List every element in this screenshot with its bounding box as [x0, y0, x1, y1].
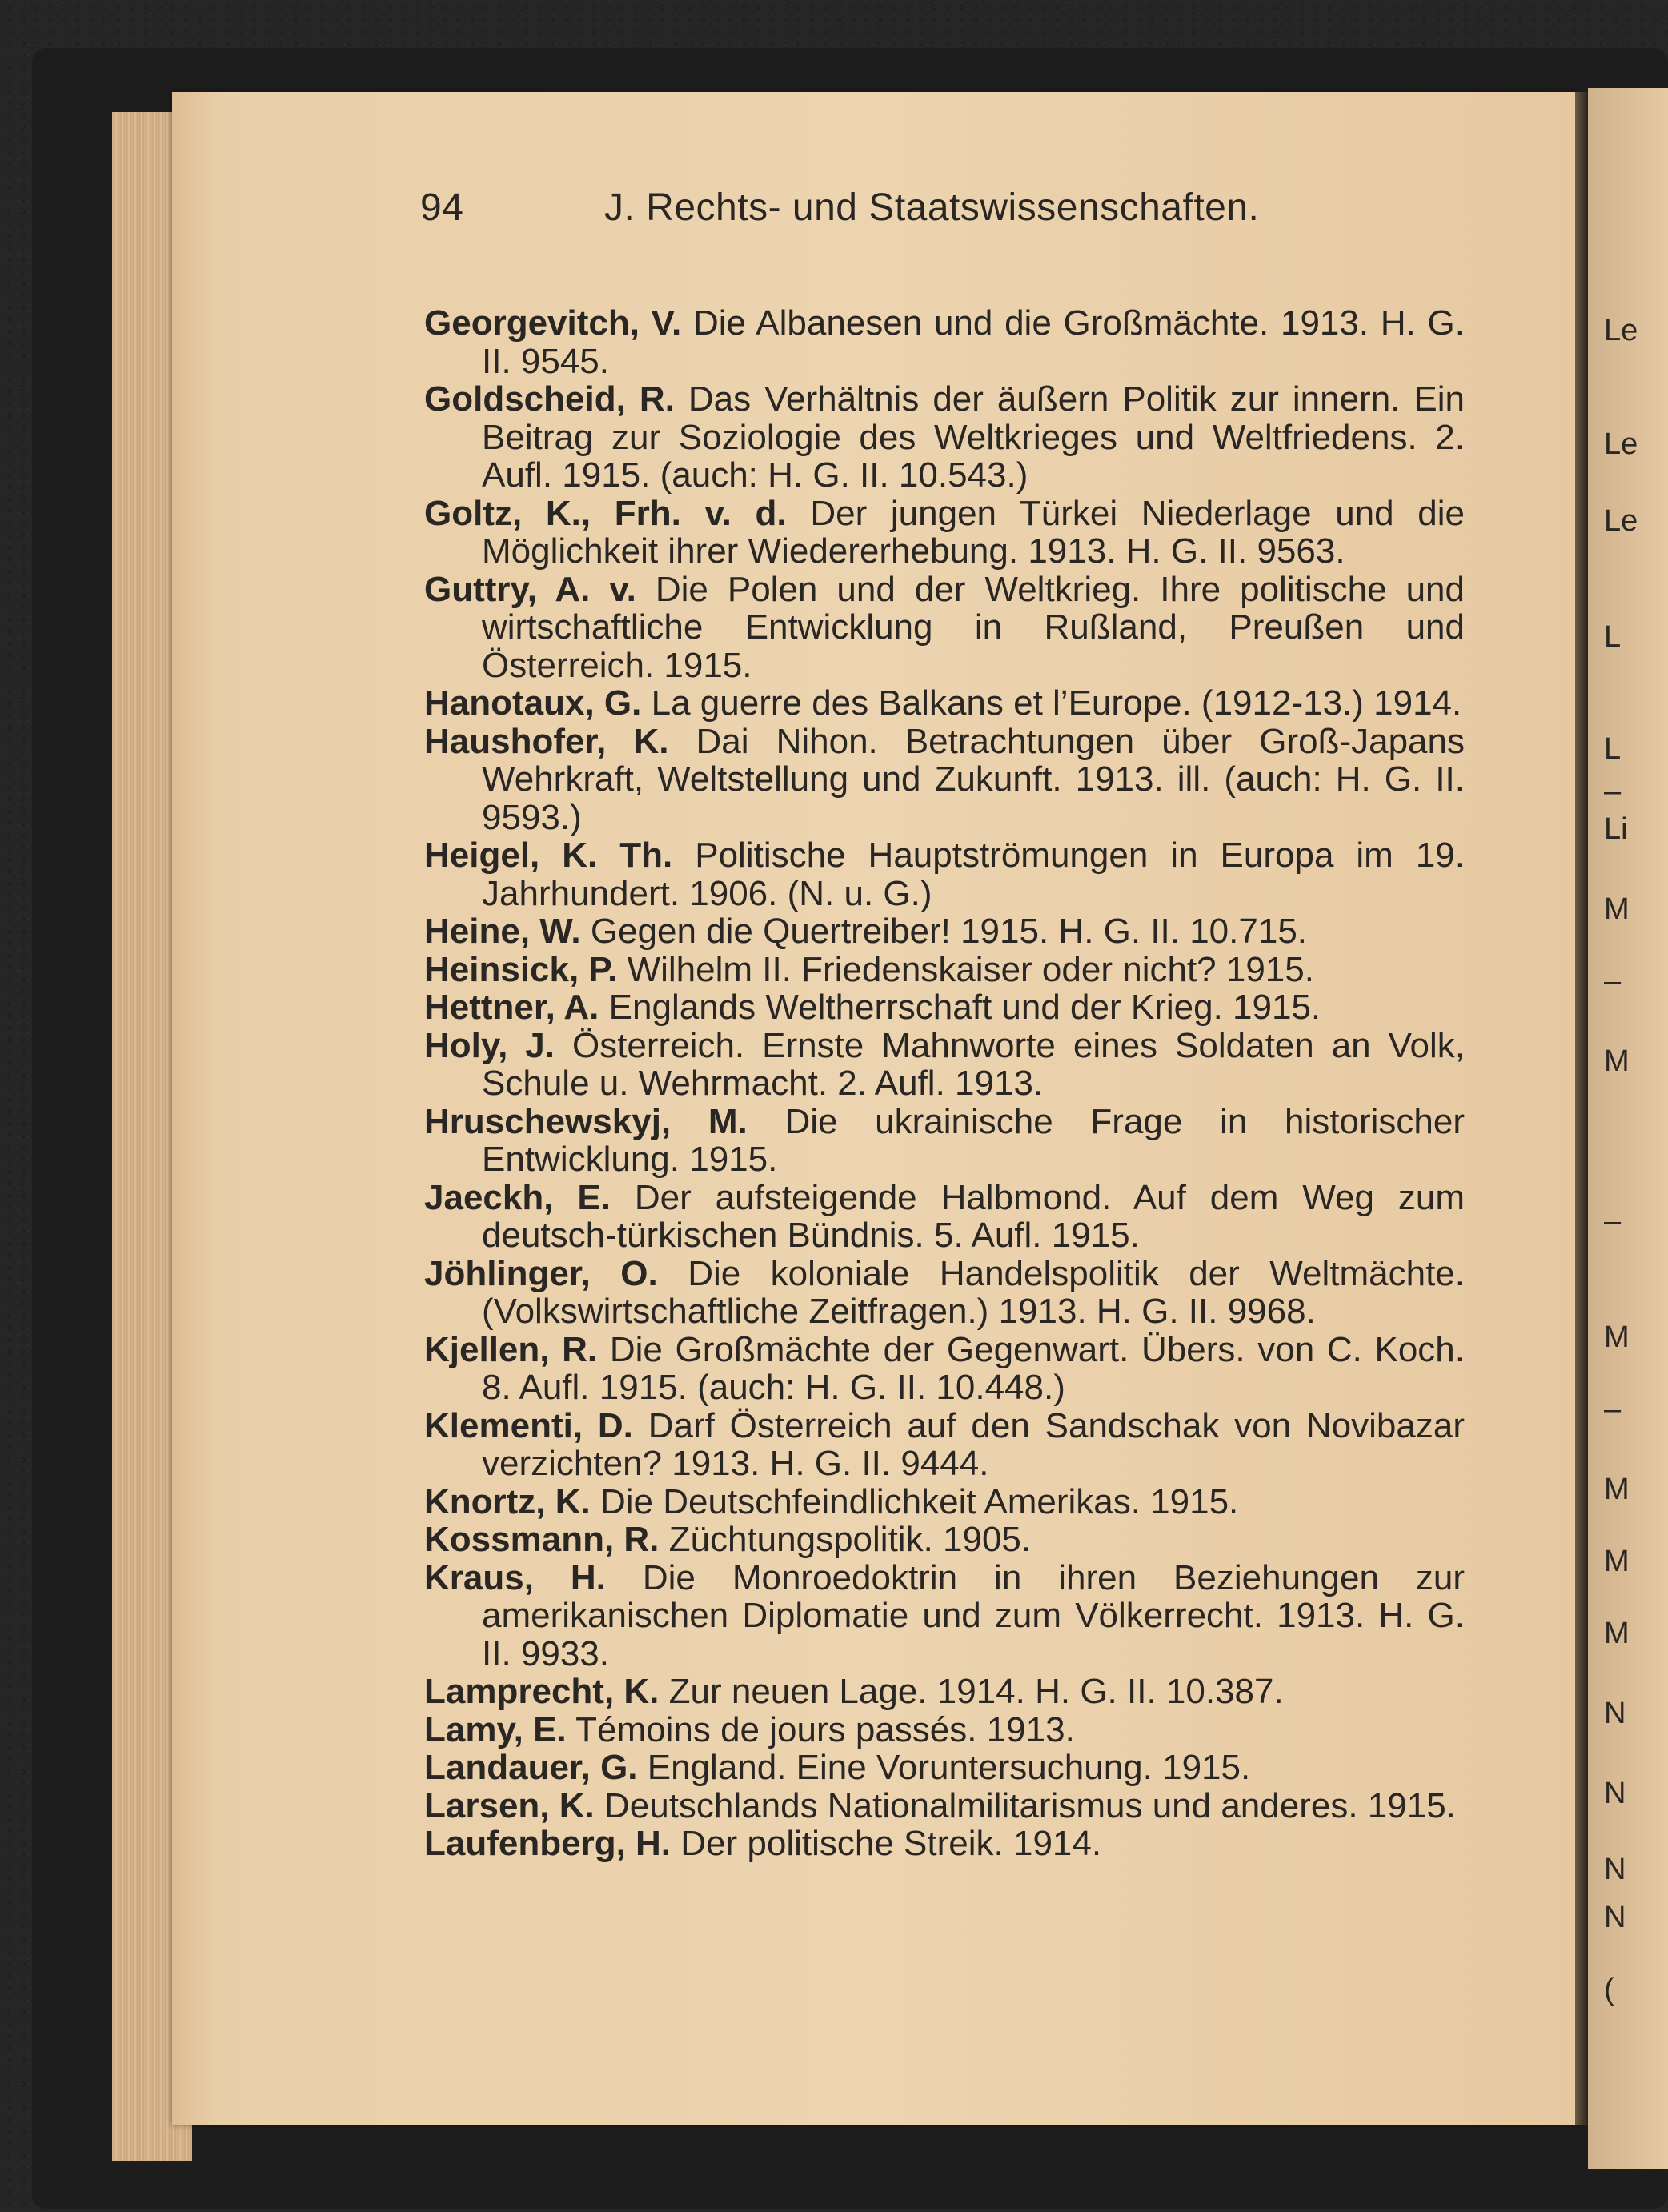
entry-text: Der politische Streik. 1914. [680, 1824, 1102, 1863]
bibliography-entry [424, 723, 1465, 837]
entry-text: Zur neuen Lage. 1914. H. G. II. 10.387. [668, 1672, 1284, 1711]
entry-text: England. Eine Voruntersuchung. 1915. [647, 1748, 1251, 1787]
entry-author: Knortz, K. [424, 1481, 591, 1521]
facing-page-fragment: M [1604, 1617, 1630, 1650]
entry-author: Lamy, E. [424, 1709, 567, 1749]
facing-page-fragment: N [1604, 1777, 1626, 1810]
entry-text: Die ukrainische Frage in historischer Entwicklung. 1915. [482, 1101, 1465, 1179]
entry-author: Hanotaux, G. [424, 683, 642, 723]
entry-author: Hruschewskyj, M. [424, 1101, 748, 1141]
facing-page [1588, 88, 1668, 2169]
entry-author: Klementi, D. [424, 1405, 633, 1445]
facing-page-fragment: Li [1604, 812, 1628, 846]
book-gutter [1575, 92, 1588, 2125]
facing-page-fragment: – [1604, 964, 1622, 998]
entry-text: Darf Österreich auf den Sandschak von Novibazar verzichten? 1913. H. G. II. 9444. [482, 1405, 1465, 1483]
entry-text: Österreich. Ernste Mahnworte eines Soldaten an Volk, Schule u. Wehrmacht. 2. Aufl. 1913. [482, 1025, 1466, 1103]
bibliography-entry [424, 988, 1465, 1027]
entry-author: Goldscheid, R. [424, 379, 675, 419]
running-header [420, 186, 1259, 230]
entry-author: Lamprecht, K. [424, 1672, 660, 1711]
entry-text: Gegen die Quertreiber! 1915. H. G. II. 10.715. [590, 912, 1308, 951]
entry-text: Züchtungspolitik. 1905. [668, 1520, 1032, 1559]
facing-page-fragment: L [1604, 620, 1622, 654]
facing-page-fragment: Le [1604, 427, 1638, 461]
entry-text: Die Großmächte der Gegenwart. Übers. von C. Koch. 8. Aufl. 1915. (auch: H. G. II. 10.448.) [482, 1329, 1465, 1407]
bibliography-entry [424, 912, 1465, 951]
bibliography-entry [424, 1027, 1465, 1103]
entry-author: Heinsick, P. [424, 949, 618, 989]
facing-page-fragment: L [1604, 732, 1622, 766]
bibliography-list [424, 304, 1465, 1863]
entry-text: Das Verhältnis der äußern Politik zur innern. Ein Beitrag zur Soziologie des Weltkrieges und Weltfriedens. 2. Aufl. 1915. (auch: H. G. II. 10.543.) [482, 379, 1465, 495]
entry-text: Dai Nihon. Betrachtungen über Groß-Japans Wehrkraft, Weltstellung und Zukunft. 1913. ill. (auch: H. G. II. 9593.) [482, 721, 1465, 837]
facing-page-fragment: – [1604, 1393, 1622, 1426]
entry-text: Der aufsteigende Halbmond. Auf dem Weg zum deutsch-türkischen Bündnis. 5. Aufl. 1915. [482, 1177, 1465, 1255]
entry-author: Haushofer, K. [424, 721, 669, 761]
entry-author: Laufenberg, H. [424, 1824, 672, 1863]
facing-page-fragment: N [1604, 1697, 1626, 1730]
bibliography-entry [424, 1673, 1465, 1711]
facing-page-fragment: N [1604, 1901, 1626, 1934]
bibliography-entry [424, 571, 1465, 685]
entry-author: Guttry, A. v. [424, 569, 636, 609]
bibliography-entry [424, 1559, 1465, 1673]
entry-text: Politische Hauptströmungen in Europa im 19. Jahrhundert. 1906. (N. u. G.) [482, 836, 1465, 913]
entry-author: Landauer, G. [424, 1748, 638, 1787]
bibliography-entry [424, 1483, 1465, 1521]
entry-author: Hettner, A. [424, 988, 599, 1027]
entry-author: Georgevitch, V. [424, 303, 682, 343]
bibliography-entry [424, 1749, 1465, 1787]
entry-author: Heigel, K. Th. [424, 836, 673, 875]
bibliography-entry [424, 1787, 1465, 1825]
entry-author: Jaeckh, E. [424, 1177, 611, 1217]
entry-text: La guerre des Balkans et l’Europe. (1912-13.) 1914. [651, 683, 1462, 723]
entry-text: Die Polen und der Weltkrieg. Ihre politische und wirtschaftliche Entwicklung in Rußland, Preußen und Österreich. 1915. [482, 569, 1465, 685]
facing-page-fragment: Le [1604, 314, 1638, 347]
bibliography-entry [424, 304, 1465, 380]
entry-author: Kraus, H. [424, 1557, 606, 1597]
bibliography-entry [424, 380, 1465, 495]
bibliography-entry [424, 1255, 1465, 1331]
page-number: 94 [420, 186, 464, 229]
bibliography-entry [424, 1103, 1465, 1179]
facing-page-fragment: Le [1604, 504, 1638, 538]
facing-page-fragment: M [1604, 892, 1630, 926]
entry-text: Die koloniale Handelspolitik der Weltmächte. (Volkswirtschaftliche Zeitfragen.) 1913. H. G. II. 9968. [482, 1253, 1465, 1331]
facing-page-fragment: M [1604, 1044, 1630, 1078]
running-title: J. Rechts- und Staatswissenschaften. [604, 186, 1260, 229]
entry-author: Goltz, K., Frh. v. d. [424, 493, 787, 533]
entry-author: Kossmann, R. [424, 1520, 660, 1559]
bibliography-entry [424, 1711, 1465, 1749]
entry-text: Deutschlands Nationalmilitarismus und anderes. 1915. [603, 1785, 1456, 1825]
entry-text: Die Albanesen und die Großmächte. 1913. H. G. II. 9545. [482, 303, 1465, 381]
entry-author: Jöhlinger, O. [424, 1253, 658, 1293]
bibliography-entry [424, 1179, 1465, 1255]
bibliography-entry [424, 495, 1465, 571]
facing-page-fragment: M [1604, 1473, 1630, 1506]
bibliography-entry [424, 1407, 1465, 1483]
entry-author: Holy, J. [424, 1025, 555, 1065]
bibliography-entry [424, 1521, 1465, 1559]
entry-text: Témoins de jours passés. 1913. [575, 1709, 1075, 1749]
facing-page-fragment: ( [1604, 1973, 1614, 2006]
entry-author: Kjellen, R. [424, 1329, 598, 1369]
bibliography-entry [424, 836, 1465, 912]
entry-text: Wilhelm II. Friedenskaiser oder nicht? 1915. [627, 949, 1314, 989]
facing-page-fragment: N [1604, 1853, 1626, 1886]
bibliography-entry [424, 1825, 1465, 1863]
bibliography-entry [424, 1331, 1465, 1407]
facing-page-fragment: M [1604, 1320, 1630, 1354]
entry-text: Englands Weltherrschaft und der Krieg. 1915. [608, 988, 1321, 1027]
entry-text: Die Monroedoktrin in ihren Beziehungen zur amerikanischen Diplomatie und zum Völkerrecht. 1913. H. G. II. 9933. [482, 1557, 1465, 1673]
entry-author: Heine, W. [424, 912, 581, 951]
bibliography-entry [424, 684, 1465, 723]
entry-text: Der jungen Türkei Niederlage und die Möglichkeit ihrer Wiedererhebung. 1913. H. G. II. 9563. [482, 493, 1465, 571]
entry-author: Larsen, K. [424, 1785, 595, 1825]
bibliography-entry [424, 951, 1465, 989]
facing-page-fragment: M [1604, 1545, 1630, 1578]
facing-page-fragment: – [1604, 1204, 1622, 1238]
facing-page-fragment: – [1604, 775, 1622, 808]
entry-text: Die Deutschfeindlichkeit Amerikas. 1915. [600, 1481, 1239, 1521]
